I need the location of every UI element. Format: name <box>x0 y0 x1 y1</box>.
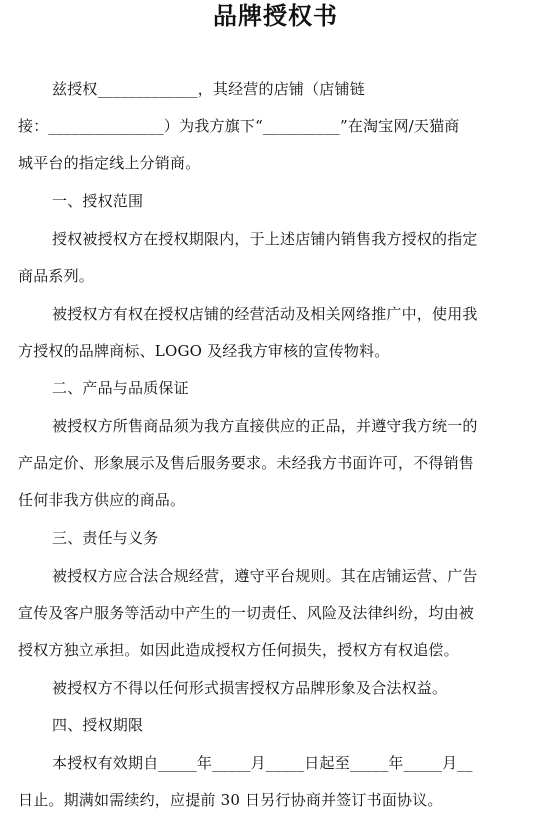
section-heading: 四、授权期限 <box>52 716 144 734</box>
paragraph-line: 产品定价、形象展示及售后服务要求。未经我方书面许可，不得销售 <box>18 454 475 472</box>
paragraph-line: 日止。期满如需续约，应提前 30 日另行协商并签订书面协议。 <box>18 791 443 809</box>
paragraph-line: 授权被授权方在授权期限内，于上述店铺内销售我方授权的指定 <box>52 230 478 248</box>
paragraph-line: 被授权方所售商品须为我方直接供应的正品，并遵守我方统一的 <box>52 417 478 435</box>
section-heading: 二、产品与品质保证 <box>52 379 189 397</box>
section-heading: 三、责任与义务 <box>52 529 159 547</box>
paragraph-line: 接：_______________）为我方旗下“__________”在淘宝网/天猫商 <box>18 117 460 135</box>
paragraph-line: 商品系列。 <box>18 267 95 285</box>
paragraph-line: 兹授权_____________，其经营的店铺（店铺链 <box>52 80 365 98</box>
paragraph-line: 本授权有效期自_____年_____月_____日起至_____年_____月__ <box>52 754 473 772</box>
paragraph-line: 城平台的指定线上分销商。 <box>18 154 201 172</box>
paragraph-line: 被授权方不得以任何形式损害授权方品牌形象及合法权益。 <box>52 679 448 697</box>
section-heading: 一、授权范围 <box>52 192 144 210</box>
paragraph-line: 被授权方应合法合规经营，遵守平台规则。其在店铺运营、广告 <box>52 567 478 585</box>
paragraph-line: 任何非我方供应的商品。 <box>18 491 186 509</box>
paragraph-line: 被授权方有权在授权店铺的经营活动及相关网络推广中，使用我 <box>52 305 478 323</box>
paragraph-line: 方授权的品牌商标、LOGO 及经我方审核的宣传物料。 <box>18 342 390 360</box>
paragraph-line: 授权方独立承担。如因此造成授权方任何损失，授权方有权追偿。 <box>18 641 459 659</box>
document-title: 品牌授权书 <box>213 1 338 30</box>
paragraph-line: 宣传及客户服务等活动中产生的一切责任、风险及法律纠纷，均由被 <box>18 604 475 622</box>
